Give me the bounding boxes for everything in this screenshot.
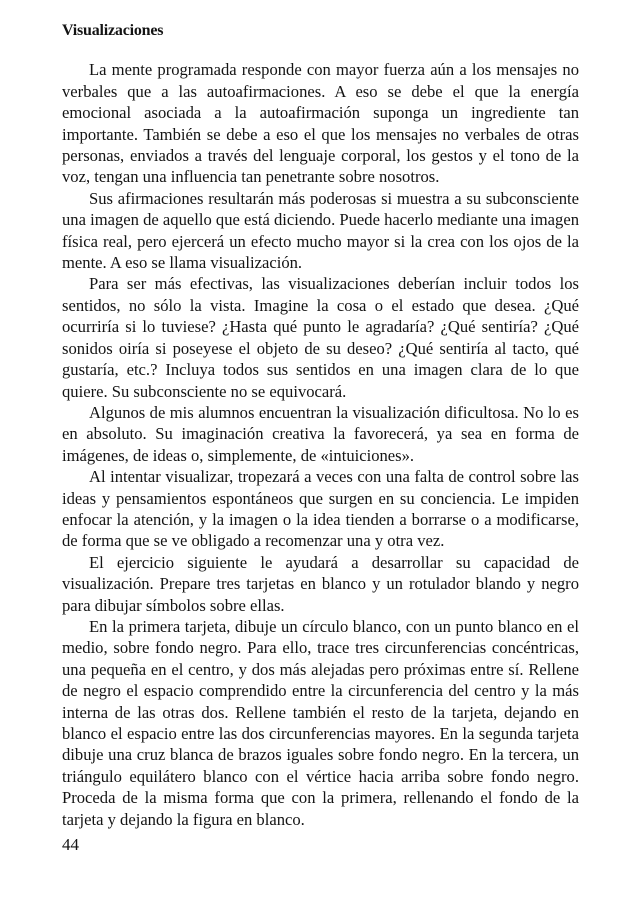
paragraph: Al intentar visualizar, tropezará a veces con una falta de control sobre las ideas y pensamientos espontáneos que surgen en su conciencia. Le impiden enfocar la atención, y la imagen o la idea tienden a borrarse o a modificarse, de forma que se ve obligado a recomenzar una y otra vez. [62,467,579,551]
paragraph: Algunos de mis alumnos encuentran la visualización dificultosa. No lo es en absoluto. Su imaginación creativa la favorecerá, ya sea en forma de imágenes, de ideas o, simplemente, de «intuiciones». [62,402,579,465]
paragraph: El ejercicio siguiente le ayudará a desarrollar su capacidad de visualización. Prepare tres tarjetas en blanco y un rotulador blando y negro para dibujar símbolos sobre ellas. [62,552,579,615]
paragraph: En la primera tarjeta, dibuje un círculo blanco, con un punto blanco en el medio, sobre fondo negro. Para ello, trace tres circunferencias concéntricas, una pequeña en el centro, y dos más alejadas pero próximas entre sí. Rellene de negro el espacio comprendido entre la circunferencia del centro y la más interna de las otras dos. Rellene también el resto de la tarjeta, dejando en blanco el espacio entre las dos circunferencias mayores. En la segunda tarjeta dibuje una cruz blanca de brazos iguales sobre fondo negro. En la tercera, un triángulo equilátero blanco con el vértice hacia arriba sobre fondo negro. Proceda de la misma forma que con la primera, rellenando el fondo de la tarjeta y dejando la figura en blanco. [62,616,579,829]
page-number: 44 [62,835,79,854]
paragraph: Para ser más efectivas, las visualizaciones deberían incluir todos los sentidos, no sólo la vista. Imagine la cosa o el estado que desea. ¿Qué ocurriría si lo tuviese? ¿Hasta qué punto le agradaría? ¿Qué sentiría? ¿Qué sonidos oiría si poseyese el objeto de su deseo? ¿Qué sentiría al tacto, qué gustaría, etc.? Incluya todos sus sentidos en una imagen clara de lo que quiere. Su subconsciente no se equivocará. [62,274,579,401]
section-title: Visualizaciones [62,22,164,39]
paragraph: Sus afirmaciones resultarán más poderosas si muestra a su subconsciente una imagen de aquello que está diciendo. Puede hacerlo mediante una imagen física real, pero ejercerá un efecto mucho mayor si la crea con los ojos de la mente. A eso se llama visualización. [62,188,579,273]
body-text [62,59,579,830]
paragraph: La mente programada responde con mayor fuerza aún a los mensajes no verbales que a las autoafirmaciones. A eso se debe el que la energía emocional asociada a la autoafirmación suponga un ingrediente tan importante. También se debe a eso el que los mensajes no verbales de otras personas, enviados a través del lenguaje corporal, los gestos y el tono de la voz, tengan una influencia tan penetrante sobre nosotros. [62,60,579,187]
book-page [62,20,579,830]
